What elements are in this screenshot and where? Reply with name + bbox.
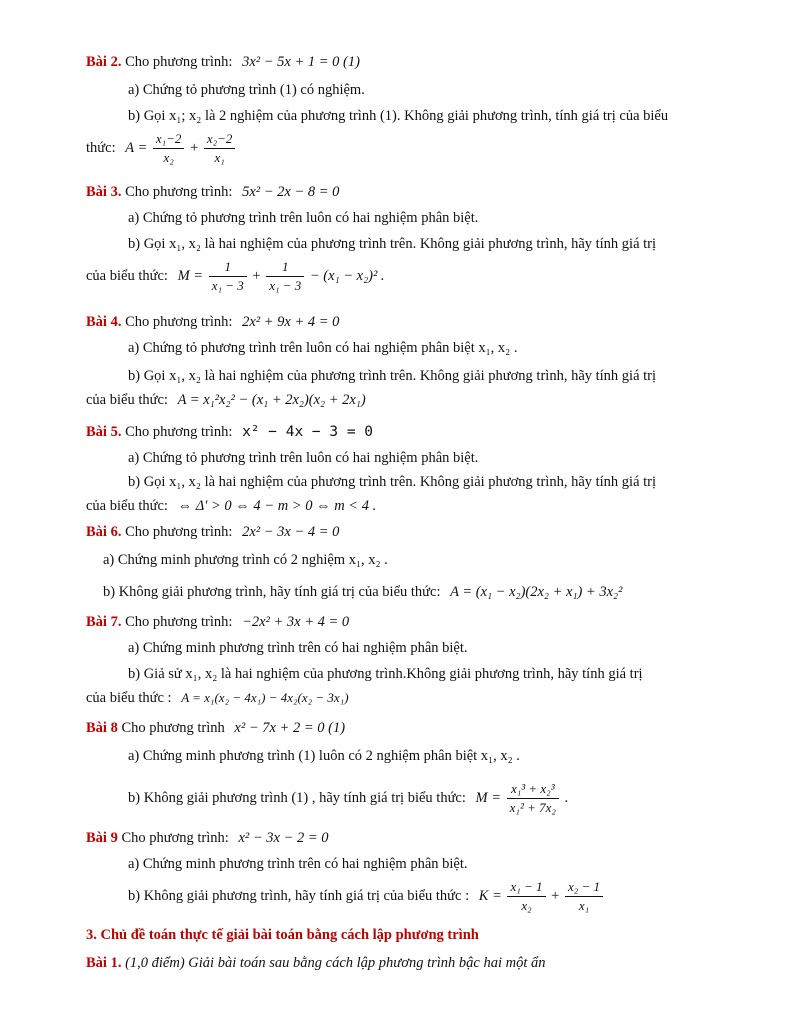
b5-b-prefix: của biểu thức: (86, 498, 168, 514)
b2-text: Cho phương trình: (125, 54, 233, 70)
b9-part-a: a) Chứng minh phương trình trên có hai nghiệm phân biệt. (128, 856, 468, 872)
b3-title-line (86, 182, 339, 202)
b6-label: Bài 6. (86, 524, 122, 540)
b5-text: Cho phương trình: (125, 424, 233, 440)
b3-expr-tail: − (x₁ − x₂)² . (309, 267, 385, 284)
b4-title-line (86, 312, 339, 332)
b2-part-a: a) Chứng tỏ phương trình (1) có nghiệm. (128, 82, 365, 98)
b8-f-den: x₁² + 7x₂ (509, 800, 556, 815)
b2-title-line (86, 52, 360, 72)
b7-part-b-line2 (86, 688, 349, 708)
b8-part-a: a) Chứng minh phương trình (1) luôn có 2 nghiệm phân biệt x₁, x₂ . (128, 748, 520, 764)
b6-part-b (103, 582, 622, 602)
b3-text: Cho phương trình: (125, 184, 233, 200)
b9-text: Cho phương trình: (121, 830, 229, 846)
b6-title-line (86, 522, 339, 542)
b2-f2-den: x₁ (214, 150, 225, 165)
b4-label: Bài 4. (86, 314, 122, 330)
b9-b-text: b) Không giải phương trình, hãy tính giá trị của biểu thức : (128, 887, 470, 904)
section-3-title: 3. Chủ đề toán thực tế giải bài toán bằng cách lập phương trình (86, 927, 479, 943)
b2-fraction-1 (153, 130, 185, 167)
b3-f1-num: 1 (209, 258, 247, 277)
b3-part-a: a) Chứng tỏ phương trình trên luôn có hai nghiệm phân biệt. (128, 210, 479, 226)
b3-expr-lhs: M = (177, 267, 204, 284)
b9-fraction-1 (507, 878, 545, 915)
b9-part-b (128, 878, 605, 915)
b2-part-b-line2 (86, 130, 237, 167)
b4-text: Cho phương trình: (125, 314, 233, 330)
b3-part-b-line1: b) Gọi x₁, x₂ là hai nghiệm của phương trình trên. Không giải phương trình, hãy tính giá trị (128, 236, 657, 252)
b5-title-line (86, 422, 373, 442)
b5-equation: x² − 4x − 3 = 0 (242, 424, 374, 440)
b2-label: Bài 2. (86, 54, 122, 70)
b2-b-prefix: thức: (86, 139, 116, 156)
b3-fraction-2 (266, 258, 304, 295)
b6-text: Cho phương trình: (125, 524, 233, 540)
b6-equation: 2x² − 3x − 4 = 0 (242, 524, 340, 540)
b4-part-a: a) Chứng tỏ phương trình trên luôn có hai nghiệm phân biệt x₁, x₂ . (128, 340, 518, 356)
b8-b-text: b) Không giải phương trình (1) , hãy tính giá trị biểu thức: (128, 789, 466, 806)
b4-part-b-line1: b) Gọi x₁, x₂ là hai nghiệm của phương trình trên. Không giải phương trình, hãy tính giá trị (128, 368, 657, 384)
b5-label: Bài 5. (86, 424, 122, 440)
b8-text: Cho phương trình (121, 720, 225, 736)
b9-plus: + (551, 887, 560, 904)
b9-title-line (86, 828, 329, 848)
b9-expr-lhs: K = (478, 887, 502, 904)
b3-b-prefix: của biểu thức: (86, 267, 168, 284)
b4-equation: 2x² + 9x + 4 = 0 (242, 314, 340, 330)
b6-b-text: b) Không giải phương trình, hãy tính giá trị của biểu thức: (103, 584, 441, 600)
b9-equation: x² − 3x − 2 = 0 (238, 830, 329, 846)
b5-part-b-line1: b) Gọi x₁, x₂ là hai nghiệm của phương trình trên. Không giải phương trình, hãy tính giá trị (128, 474, 657, 490)
b4-expression: A = x₁²x₂² − (x₁ + 2x₂)(x₂ + 2x₁) (177, 392, 366, 408)
b4-part-b-line2 (86, 390, 366, 410)
b8-expr-tail: . (564, 789, 569, 806)
b3-label: Bài 3. (86, 184, 122, 200)
b5-expression: ⇔ Δ′ > 0 ⇔ 4 − m > 0 ⇔ m < 4 . (177, 498, 377, 514)
b8-part-b (128, 780, 568, 817)
bai1-label: Bài 1. (86, 955, 122, 971)
b7-equation: −2x² + 3x + 4 = 0 (242, 614, 350, 630)
b9-f1-den: x₂ (521, 898, 532, 913)
b8-label: Bài 8 (86, 720, 118, 736)
b9-f2-num: x₂ − 1 (565, 878, 603, 897)
b3-f2-den: x₁ − 3 (269, 278, 302, 293)
b5-part-b-line2 (86, 496, 376, 516)
b8-equation: x² − 7x + 2 = 0 (1) (234, 720, 346, 736)
b8-title-line (86, 718, 345, 738)
b2-equation: 3x² − 5x + 1 = 0 (1) (242, 54, 360, 70)
b2-plus: + (190, 139, 199, 156)
bai1-text: (1,0 điểm) Giải bài toán sau bằng cách lập phương trình bậc hai một ẩn (125, 955, 546, 971)
b2-f1-den: x₂ (163, 150, 174, 165)
b2-fraction-2 (204, 130, 236, 167)
b3-fraction-1 (209, 258, 247, 295)
b9-label: Bài 9 (86, 830, 118, 846)
b9-f1-num: x₁ − 1 (507, 878, 545, 897)
b5-part-a: a) Chứng tỏ phương trình trên luôn có hai nghiệm phân biệt. (128, 450, 479, 466)
b2-expr-lhs: A = (125, 139, 148, 156)
b6-expression: A = (x₁ − x₂)(2x₂ + x₁) + 3x₂² (450, 584, 623, 600)
b2-f1-num: x₁−2 (153, 130, 185, 149)
b8-f-num: x₁³ + x₂³ (507, 780, 559, 799)
b9-fraction-2 (565, 878, 603, 915)
b7-title-line (86, 612, 349, 632)
b8-fraction (507, 780, 559, 817)
b7-expression: A = x₁(x₂ − 4x₁) − 4x₂(x₂ − 3x₁) (181, 690, 349, 705)
b2-part-b-line1: b) Gọi x₁; x₂ là 2 nghiệm của phương trình (1). Không giải phương trình, tính giá trị của biểu (128, 108, 669, 124)
b3-f2-num: 1 (266, 258, 304, 277)
b7-text: Cho phương trình: (125, 614, 233, 630)
b3-f1-den: x₁ − 3 (211, 278, 244, 293)
b8-expr-lhs: M = (475, 789, 502, 806)
b6-part-a: a) Chứng minh phương trình có 2 nghiệm x₁, x₂ . (103, 552, 388, 568)
b2-f2-num: x₂−2 (204, 130, 236, 149)
b9-f2-den: x₁ (578, 898, 590, 913)
b4-b-prefix: của biểu thức: (86, 392, 168, 408)
b3-part-b-line2 (86, 258, 385, 295)
b7-label: Bài 7. (86, 614, 122, 630)
b7-part-a: a) Chứng minh phương trình trên có hai nghiệm phân biệt. (128, 640, 468, 656)
b3-plus: + (252, 267, 261, 284)
b3-equation: 5x² − 2x − 8 = 0 (242, 184, 340, 200)
b7-part-b-line1: b) Giả sử x₁, x₂ là hai nghiệm của phương trình.Không giải phương trình, hãy tính giá trị (128, 666, 643, 682)
bai1-line (86, 953, 546, 973)
b7-b-prefix: của biểu thức : (86, 690, 172, 706)
